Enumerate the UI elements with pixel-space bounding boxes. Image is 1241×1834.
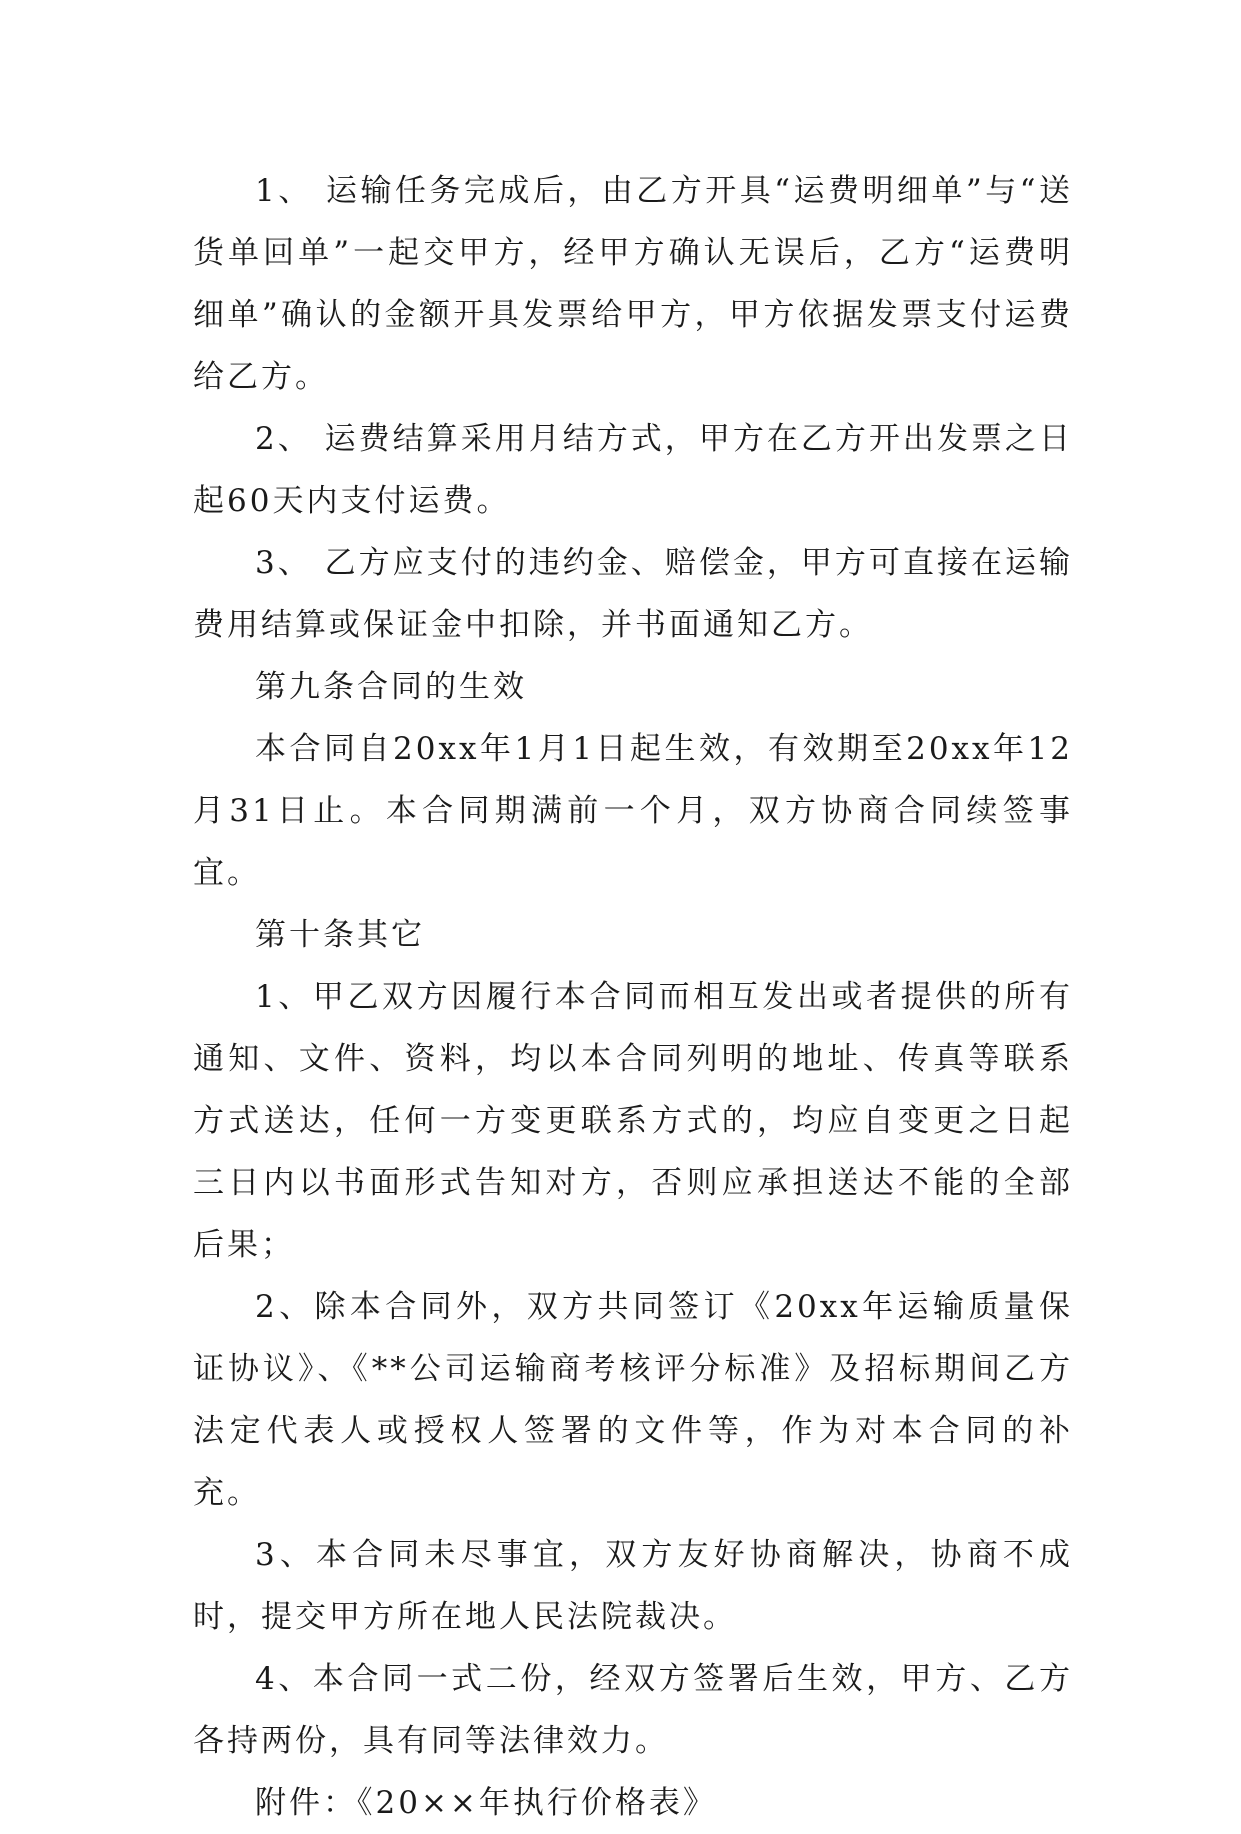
- paragraph-other-3: 3、本合同未尽事宜，双方友好协商解决，协商不成时，提交甲方所在地人民法院裁决。: [193, 1537, 1073, 1635]
- paragraph-settlement-2: 2、 运费结算采用月结方式，甲方在乙方开出发票之日起60天内支付运费。: [193, 421, 1073, 519]
- section-heading-other: 第十条其它: [255, 917, 425, 953]
- attachment-line: 附件：《20××年执行价格表》: [255, 1785, 717, 1821]
- section-heading-effectiveness: 第九条合同的生效: [255, 669, 527, 705]
- document-body: [193, 160, 1073, 1834]
- paragraph-other-2: 2、除本合同外，双方共同签订《20xx年运输质量保证协议》、《**公司运输商考核评分标准》及招标期间乙方法定代表人或授权人签署的文件等，作为对本合同的补充。: [193, 1289, 1073, 1511]
- paragraph-settlement-1: 1、 运输任务完成后，由乙方开具“运费明细单”与“送货单回单”一起交甲方，经甲方确认无误后，乙方“运费明细单”确认的金额开具发票给甲方，甲方依据发票支付运费给乙方。: [193, 173, 1073, 395]
- paragraph-effective-period: 本合同自20xx年1月1日起生效，有效期至20xx年12月31日止。本合同期满前一个月，双方协商合同续签事宜。: [193, 731, 1073, 891]
- paragraph-other-1: 1、甲乙双方因履行本合同而相互发出或者提供的所有通知、文件、资料，均以本合同列明的地址、传真等联系方式送达，任何一方变更联系方式的，均应自变更之日起三日内以书面形式告知对方，否则应承担送达不能的全部后果；: [193, 979, 1073, 1263]
- paragraph-settlement-3: 3、 乙方应支付的违约金、赔偿金，甲方可直接在运输费用结算或保证金中扣除，并书面通知乙方。: [193, 545, 1073, 643]
- paragraph-other-4: 4、本合同一式二份，经双方签署后生效，甲方、乙方各持两份，具有同等法律效力。: [193, 1661, 1073, 1759]
